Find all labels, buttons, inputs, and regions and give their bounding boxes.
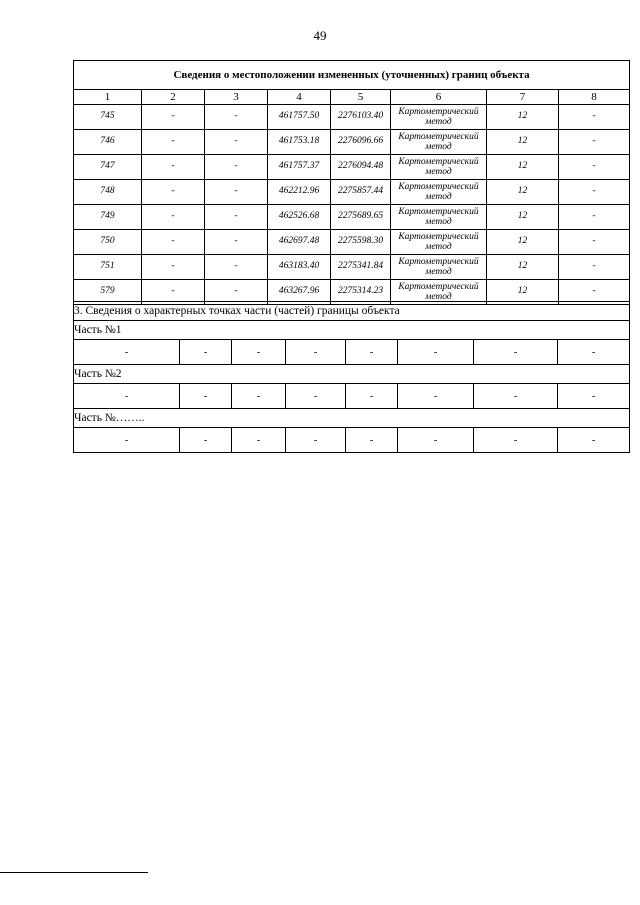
- table-cell: -: [142, 180, 205, 205]
- part-cell: -: [346, 428, 398, 453]
- method-cell: [391, 130, 487, 155]
- part-cell: -: [74, 340, 180, 365]
- part-cell: -: [286, 384, 346, 409]
- part-cell: -: [286, 428, 346, 453]
- table-cell: -: [142, 205, 205, 230]
- table-cell: 750: [74, 230, 142, 255]
- method-line-1: Картометрический: [398, 157, 479, 167]
- table-cell: 2276103.40: [331, 105, 391, 130]
- method-line-2: метод: [425, 217, 452, 227]
- table-cell: 579: [74, 280, 142, 305]
- table-cell: 463267.96: [268, 280, 331, 305]
- table-cell: 462526.68: [268, 205, 331, 230]
- method-line-1: Картометрический: [398, 232, 479, 242]
- table-cell: 2275598.30: [331, 230, 391, 255]
- table-cell: -: [205, 230, 268, 255]
- table-cell: 749: [74, 205, 142, 230]
- table-cell: 12: [487, 180, 559, 205]
- method-cell: [391, 155, 487, 180]
- table-cell: -: [559, 280, 630, 305]
- method-line-1: Картометрический: [398, 182, 479, 192]
- method-line-2: метод: [425, 267, 452, 277]
- table-cell: 12: [487, 255, 559, 280]
- method-line-2: метод: [425, 142, 452, 152]
- table-cell: 461757.50: [268, 105, 331, 130]
- table-cell: 2276096.66: [331, 130, 391, 155]
- part-cell: -: [558, 428, 630, 453]
- table-cell: 748: [74, 180, 142, 205]
- table-cell: -: [559, 130, 630, 155]
- part-cell: -: [398, 384, 474, 409]
- table-cell: 746: [74, 130, 142, 155]
- table-cell: -: [205, 105, 268, 130]
- part-cell: -: [474, 428, 558, 453]
- table-cell: 462212.96: [268, 180, 331, 205]
- column-header: 5: [331, 90, 391, 105]
- method-cell: [391, 255, 487, 280]
- table-cell: -: [205, 155, 268, 180]
- table-cell: -: [559, 105, 630, 130]
- table-cell: 461757.37: [268, 155, 331, 180]
- table-cell: 751: [74, 255, 142, 280]
- part-cell: -: [180, 428, 232, 453]
- part-row: [74, 340, 630, 365]
- part-cell: -: [232, 384, 286, 409]
- table-cell: -: [142, 105, 205, 130]
- method-cell: [391, 180, 487, 205]
- table-row: [74, 105, 630, 130]
- table-cell: 463183.40: [268, 255, 331, 280]
- column-header: 4: [268, 90, 331, 105]
- column-header: 6: [391, 90, 487, 105]
- boundary-table: [73, 60, 630, 305]
- table-cell: 747: [74, 155, 142, 180]
- table-cell: -: [205, 205, 268, 230]
- column-header: 2: [142, 90, 205, 105]
- column-header: 8: [559, 90, 630, 105]
- method-line-1: Картометрический: [398, 107, 479, 117]
- part-cell: -: [286, 340, 346, 365]
- table-cell: -: [205, 280, 268, 305]
- part-cell: -: [232, 428, 286, 453]
- table-cell: 461753.18: [268, 130, 331, 155]
- table-cell: 12: [487, 205, 559, 230]
- table-cell: -: [205, 180, 268, 205]
- table-cell: 12: [487, 105, 559, 130]
- column-header: 3: [205, 90, 268, 105]
- table-cell: -: [559, 155, 630, 180]
- part-label: Часть №……..: [74, 409, 630, 428]
- table-cell: -: [205, 255, 268, 280]
- method-line-1: Картометрический: [398, 282, 479, 292]
- table-cell: -: [559, 230, 630, 255]
- table-cell: 2275341.84: [331, 255, 391, 280]
- part-cell: -: [398, 428, 474, 453]
- part-cell: -: [474, 340, 558, 365]
- part-cell: -: [74, 428, 180, 453]
- part-cell: -: [558, 340, 630, 365]
- method-line-2: метод: [425, 192, 452, 202]
- part-row: [74, 428, 630, 453]
- table-title: Сведения о местоположении измененных (уточненных) границ объекта: [74, 61, 630, 90]
- table-cell: 2275689.65: [331, 205, 391, 230]
- table-cell: -: [559, 180, 630, 205]
- part-cell: -: [398, 340, 474, 365]
- footnote-divider: [0, 872, 148, 873]
- table-row: [74, 180, 630, 205]
- table-row: [74, 130, 630, 155]
- part-cell: -: [346, 340, 398, 365]
- part-cell: -: [180, 340, 232, 365]
- method-line-2: метод: [425, 167, 452, 177]
- table-cell: 745: [74, 105, 142, 130]
- table-row: [74, 230, 630, 255]
- table-cell: 12: [487, 130, 559, 155]
- part-cell: -: [74, 384, 180, 409]
- table-cell: 12: [487, 280, 559, 305]
- table-row: [74, 255, 630, 280]
- page-number: 49: [313, 28, 327, 43]
- column-header-row: [74, 90, 630, 105]
- table-row: [74, 155, 630, 180]
- table-cell: -: [142, 155, 205, 180]
- table-cell: 12: [487, 155, 559, 180]
- part-row: [74, 384, 630, 409]
- method-cell: [391, 205, 487, 230]
- method-line-2: метод: [425, 117, 452, 127]
- part-cell: -: [474, 384, 558, 409]
- table-cell: 2275314.23: [331, 280, 391, 305]
- table-cell: -: [559, 205, 630, 230]
- table-cell: -: [142, 280, 205, 305]
- table-cell: -: [142, 255, 205, 280]
- part-cell: -: [558, 384, 630, 409]
- method-line-2: метод: [425, 242, 452, 252]
- part-cell: -: [346, 384, 398, 409]
- table-cell: -: [142, 230, 205, 255]
- part-cell: -: [180, 384, 232, 409]
- table-cell: 2276094.48: [331, 155, 391, 180]
- column-header: 7: [487, 90, 559, 105]
- parts-table: [73, 301, 630, 453]
- table-row: [74, 205, 630, 230]
- section3-title: 3. Сведения о характерных точках части (частей) границы объекта: [74, 302, 630, 321]
- part-cell: -: [232, 340, 286, 365]
- table-cell: 462697.48: [268, 230, 331, 255]
- table-cell: -: [142, 130, 205, 155]
- method-cell: [391, 105, 487, 130]
- table-cell: 2275857.44: [331, 180, 391, 205]
- part-label: Часть №1: [74, 321, 630, 340]
- part-label: Часть №2: [74, 365, 630, 384]
- method-line-2: метод: [425, 292, 452, 302]
- method-cell: [391, 230, 487, 255]
- method-line-1: Картометрический: [398, 257, 479, 267]
- method-line-1: Картометрический: [398, 207, 479, 217]
- table-cell: 12: [487, 230, 559, 255]
- table-cell: -: [559, 255, 630, 280]
- method-line-1: Картометрический: [398, 132, 479, 142]
- column-header: 1: [74, 90, 142, 105]
- table-cell: -: [205, 130, 268, 155]
